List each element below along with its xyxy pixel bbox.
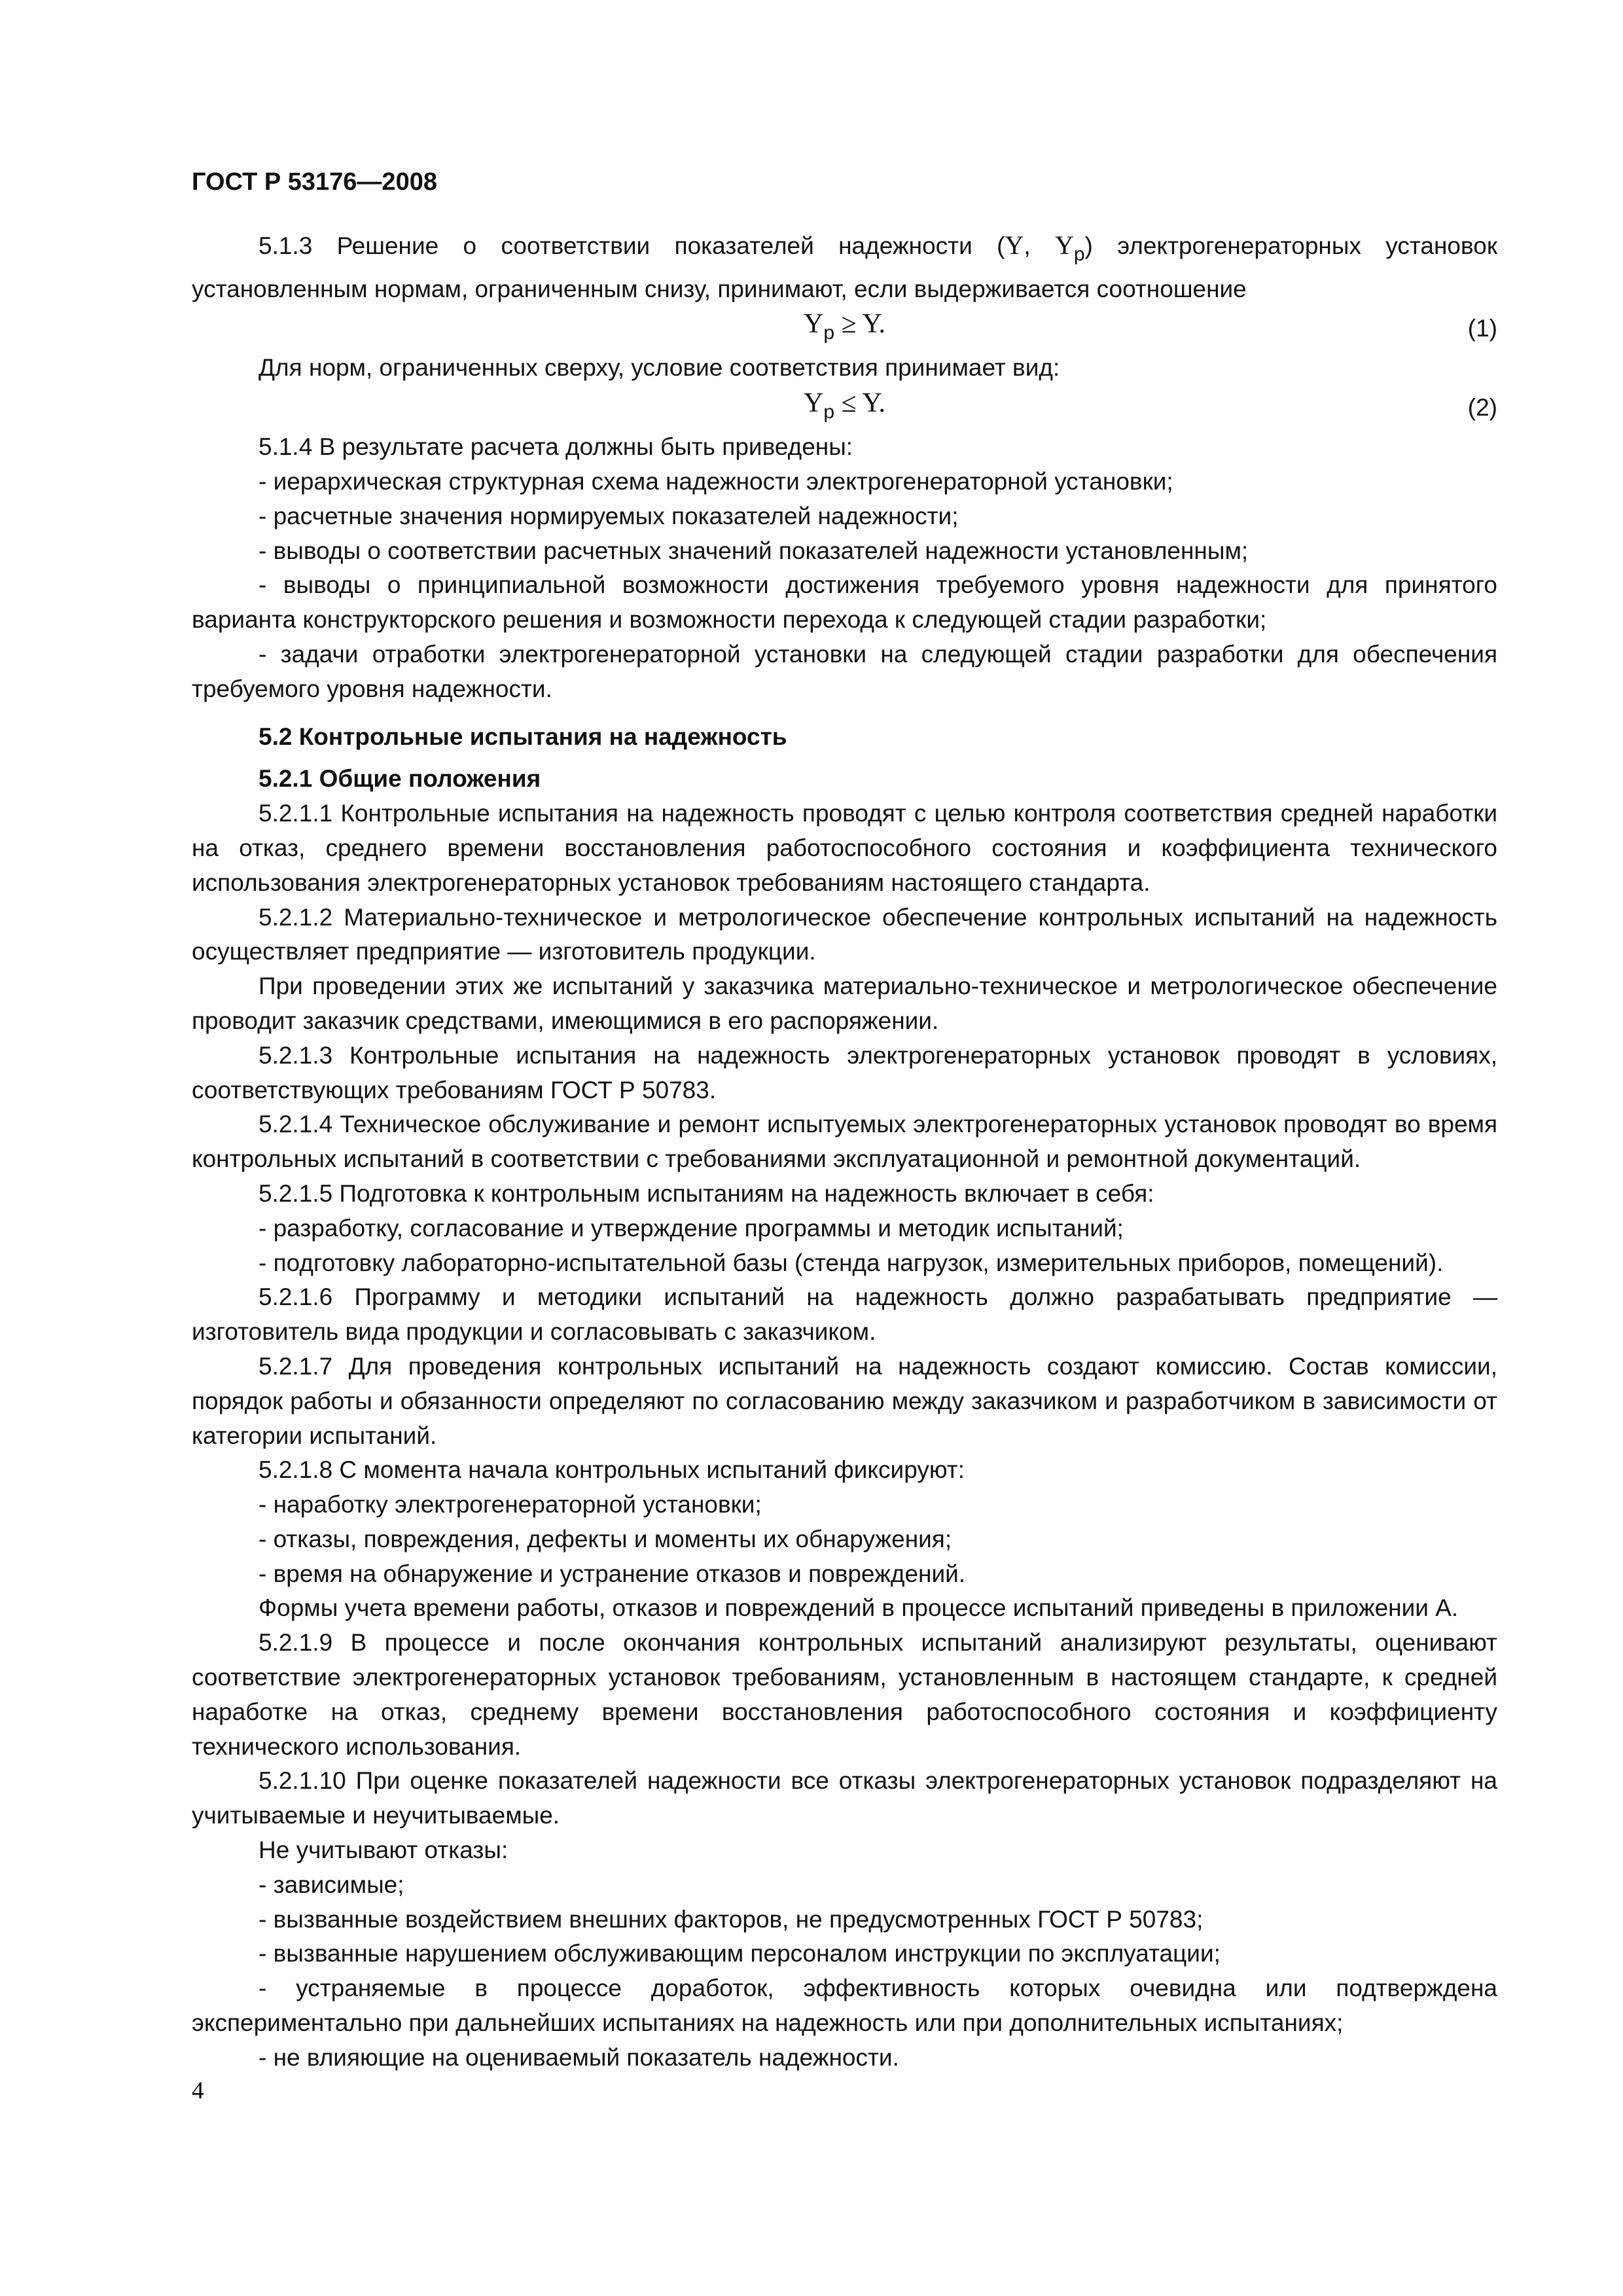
paragraph: 5.2.1.10 При оценке показателей надежности все отказы электрогенераторных установок подразделяют на учитываемые и неучитываемые. (192, 1767, 1497, 1829)
paragraph: При проведении этих же испытаний у заказчика материально-техническое и метрологическое обеспечение проводит заказчик средствами, имеющимися в его распоряжении. (192, 973, 1497, 1034)
formula-2-number: (2) (1467, 393, 1497, 421)
section-heading-5-2: 5.2 Контрольные испытания на надежность (259, 723, 787, 750)
list-item: - зависимые; (259, 1871, 404, 1898)
paragraph-upper-norms: Для норм, ограниченных сверху, условие соответствия принимает вид: (259, 354, 1060, 382)
paragraph: 5.2.1.3 Контрольные испытания на надежность электрогенераторных установок проводят в условиях, соответствующих требованиям ГОСТ Р 50783. (192, 1041, 1497, 1103)
symbol-y: Y (1005, 230, 1024, 260)
paragraph: Формы учета времени работы, отказов и повреждений в процессе испытаний приведены в приложении А. (259, 1594, 1459, 1622)
paragraph: 5.2.1.1 Контрольные испытания на надежность проводят с целью контроля соответствия средней наработки на отказ, среднего времени восстановления работоспособного состояния и коэффициента технического использования электрогенераторных установок требованиям настоящего стандарта. (192, 800, 1497, 896)
list-item: - вызванные нарушением обслуживающим персоналом инструкции по эксплуатации; (259, 1940, 1221, 1967)
list-item: - наработку электрогенераторной установки; (259, 1491, 762, 1518)
paragraph: 5.2.1.5 Подготовка к контрольным испытаниям на надежность включает в себя: (259, 1179, 1154, 1207)
list-item: - подготовку лабораторно-испытательной базы (стенда нагрузок, измерительных приборов, помещений). (259, 1249, 1444, 1276)
paragraph-5-1-3-suffix: ) электрогенераторных установок установленным нормам, ограниченным снизу, принимают, если выдерживается соотношение (192, 232, 1498, 302)
subsection-heading-5-2-1: 5.2.1 Общие положения (259, 765, 541, 793)
list-item: - вызванные воздействием внешних факторов, не предусмотренных ГОСТ Р 50783; (259, 1905, 1204, 1933)
formula-2-rhs: ≤ Y. (841, 387, 885, 418)
formula-1-y: Y (804, 308, 824, 339)
paragraph: 5.1.4 В результате расчета должны быть приведены: (259, 433, 853, 461)
symbol-yp-subscript: p (1073, 243, 1085, 265)
list-item: - выводы о соответствии расчетных значений показателей надежности установленным; (259, 537, 1249, 564)
formula-1-number: (1) (1467, 314, 1497, 342)
document-header: ГОСТ Р 53176—2008 (192, 168, 437, 196)
paragraph: Не учитывают отказы: (259, 1837, 508, 1864)
list-item: - устраняемые в процессе доработок, эффективность которых очевидна или подтверждена экспериментально при дальнейших испытаниях на надежность или при дополнительных испытаниях; (192, 1975, 1497, 2037)
paragraph: 5.2.1.4 Техническое обслуживание и ремонт испытуемых электрогенераторных установок проводят во время контрольных испытаний в соответствии с требованиями эксплуатационной и ремонтной документаций. (192, 1111, 1497, 1173)
paragraph: 5.2.1.9 В процессе и после окончания контрольных испытаний анализируют результаты, оценивают соответствие электрогенераторных установок требованиям, установленным в настоящем стандарте, к средней наработке на отказ, среднему времени восстановления работоспособного состояния и коэффициенту технического использования. (192, 1629, 1497, 1760)
list-item: - иерархическая структурная схема надежности электрогенераторной установки; (259, 467, 1173, 495)
symbol-yp: Y (1054, 230, 1074, 260)
list-item: - расчетные значения нормируемых показателей надежности; (259, 502, 959, 529)
list-item: - разработку, согласование и утверждение программы и методик испытаний; (259, 1214, 1124, 1242)
formula-1-subscript: p (823, 321, 835, 344)
formula-1-expression (804, 307, 885, 351)
list-item: - выводы о принципиальной возможности достижения требуемого уровня надежности для принятого варианта конструкторского решения и возможности перехода к следующей стадии разработки; (192, 571, 1497, 634)
paragraph-5-1-3 (192, 228, 1497, 307)
symbol-comma: , (1024, 232, 1055, 259)
formula-2 (192, 386, 1497, 430)
list-item: - задачи отработки электрогенераторной установки на следующей стадии разработки для обеспечения требуемого уровня надежности. (192, 640, 1497, 702)
paragraph-5-1-3-prefix: 5.1.3 Решение о соответствии показателей надежности ( (259, 232, 1005, 259)
list-item: - не влияющие на оцениваемый показатель надежности. (259, 2043, 899, 2071)
list-item: - время на обнаружение и устранение отказов и повреждений. (259, 1560, 966, 1587)
paragraph: 5.2.1.2 Материально-техническое и метрологическое обеспечение контрольных испытаний на надежность осуществляет предприятие — изготовитель продукции. (192, 903, 1497, 965)
paragraph: 5.2.1.6 Программу и методики испытаний на надежность должно разрабатывать предприятие — изготовитель вида продукции и согласовывать с заказчиком. (192, 1283, 1497, 1346)
paragraph: 5.2.1.7 Для проведения контрольных испытаний на надежность создают комиссию. Состав комиссии, порядок работы и обязанности определяют по согласованию между заказчиком и разработчиком в зависимости от категории испытаний. (192, 1352, 1497, 1449)
formula-1-rhs: ≥ Y. (841, 308, 885, 339)
formula-2-y: Y (804, 387, 824, 418)
list-item: - отказы, повреждения, дефекты и моменты их обнаружения; (259, 1525, 952, 1552)
formula-2-expression (804, 386, 885, 430)
page-number: 4 (192, 2077, 204, 2104)
formula-2-subscript: p (823, 401, 835, 423)
paragraph: 5.2.1.8 С момента начала контрольных испытаний фиксируют: (259, 1456, 965, 1484)
formula-1 (192, 306, 1497, 351)
